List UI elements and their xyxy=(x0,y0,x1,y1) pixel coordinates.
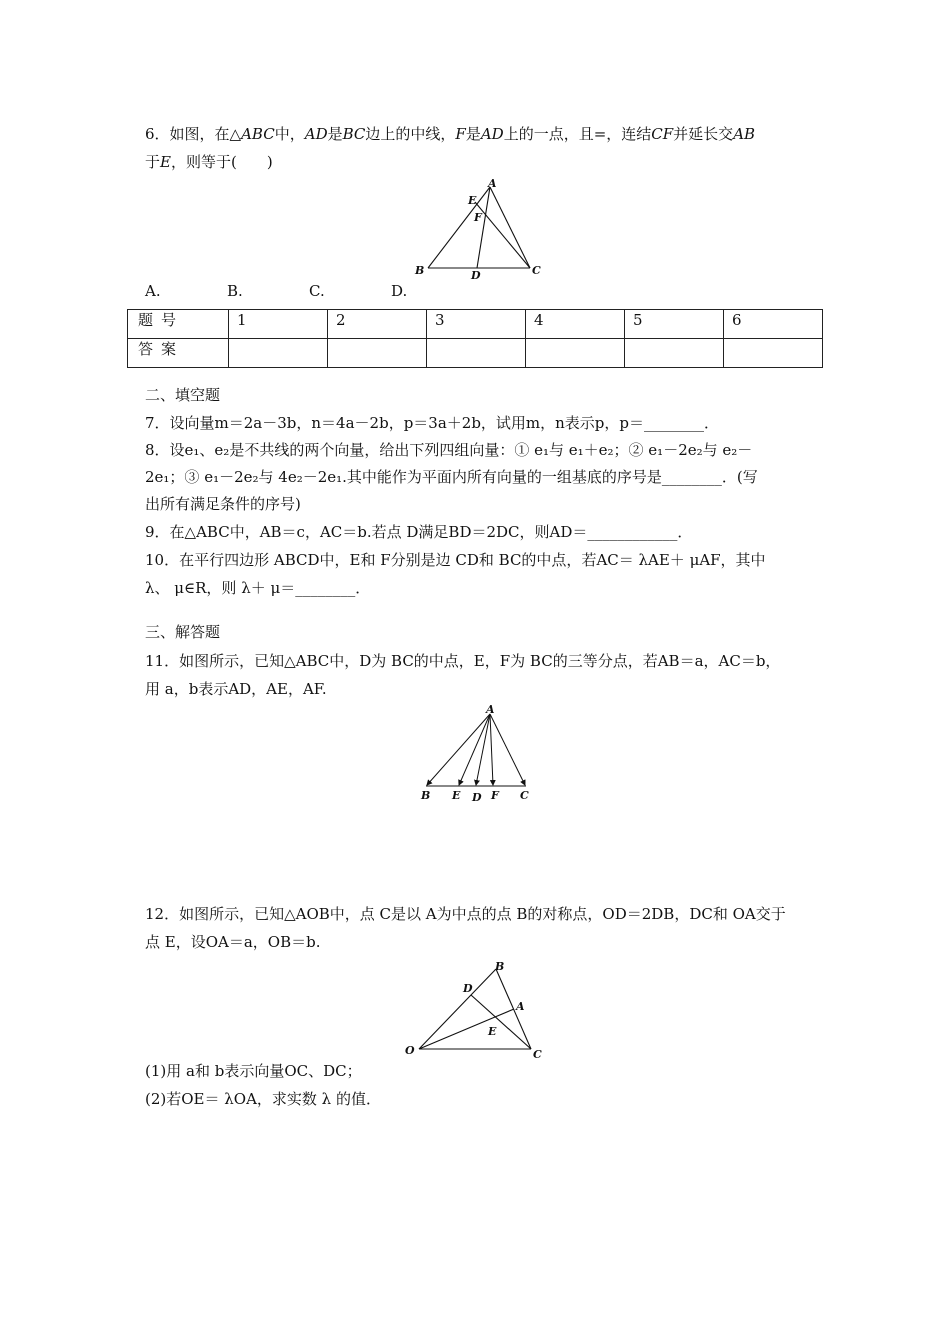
q6-edge-ab xyxy=(428,187,490,268)
answer-cell[interactable] xyxy=(526,339,625,368)
q6-option-b: B. xyxy=(227,282,243,300)
answer-cell[interactable] xyxy=(625,339,724,368)
q11-vector-ae xyxy=(459,714,490,785)
q11-line2: 用 a，b表示AD，AE，AF. xyxy=(145,680,327,698)
q9-text: 9．在△ABC中，AB＝c，AC＝b.若点 D满足BD＝2DC，则AD＝____________． xyxy=(145,523,693,541)
table-row xyxy=(128,310,823,339)
q12-label-a: A xyxy=(516,1000,525,1013)
q6-median-ad xyxy=(477,187,490,268)
q6-option-d: D. xyxy=(391,282,408,300)
q10-line2: λ、 μ∈R，则 λ＋ μ＝________． xyxy=(145,579,371,597)
table-cell: 1 xyxy=(229,310,328,339)
table-row xyxy=(128,339,823,368)
q11-vector-ad xyxy=(476,714,490,785)
q12-edge-ob xyxy=(419,969,496,1049)
q6-label-e: E xyxy=(468,194,477,207)
q11-label-b: B xyxy=(421,789,431,802)
table-cell: 5 xyxy=(625,310,724,339)
answer-cell[interactable] xyxy=(724,339,823,368)
section2-title: 二、填空题 xyxy=(145,386,221,404)
q11-vector-ac xyxy=(490,714,525,785)
q11-label-f: F xyxy=(491,789,499,802)
q6-line2: 于E，则等于( ) xyxy=(145,153,273,171)
answer-table xyxy=(127,309,823,368)
q12-label-b: B xyxy=(495,960,505,973)
q12-line2: 点 E，设OA＝a，OB＝b. xyxy=(145,933,321,951)
q12-figure xyxy=(403,957,553,1067)
q12-label-d: D xyxy=(463,982,473,995)
q11-label-d: D xyxy=(472,791,482,802)
table-cell: 4 xyxy=(526,310,625,339)
q6-figure xyxy=(410,175,550,280)
q6-option-a: A. xyxy=(145,282,161,300)
q11-vector-ab xyxy=(427,714,490,785)
q6-label-c: C xyxy=(532,264,541,277)
q6-label-d: D xyxy=(471,269,481,280)
q11-label-a: A xyxy=(486,703,495,716)
q12-part1: (1)用 a和 b表示向量OC、DC； xyxy=(145,1062,362,1080)
q12-line1: 12．如图所示，已知△AOB中，点 C是以 A为中点的点 B的对称点，OD＝2DB，DC和 OA交于 xyxy=(145,905,786,923)
q12-label-c: C xyxy=(533,1048,542,1061)
q11-figure xyxy=(414,702,544,802)
q8-line3: 出所有满足条件的序号) xyxy=(145,495,301,513)
q8-line1: 8．设e₁、e₂是不共线的两个向量，给出下列四组向量：① e₁与 e₁＋e₂；② e₁－2e₂与 e₂－ xyxy=(145,441,753,459)
answer-cell[interactable] xyxy=(328,339,427,368)
table-cell: 2 xyxy=(328,310,427,339)
q6-line1: 6．如图，在△ABC中，AD是BC边上的中线，F是AD上的一点，且=，连结CF并延长交AB xyxy=(145,125,756,143)
q6-options xyxy=(145,281,473,301)
table-cell: 3 xyxy=(427,310,526,339)
q12-part2: (2)若OE＝ λOA，求实数 λ 的值． xyxy=(145,1090,381,1108)
answer-cell[interactable] xyxy=(229,339,328,368)
q6-label-f: F xyxy=(474,211,482,224)
q12-label-e: E xyxy=(488,1025,497,1038)
q6-label-b: B xyxy=(415,264,425,277)
q8-line2: 2e₁；③ e₁－2e₂与 4e₂－2e₁.其中能作为平面内所有向量的一组基底的序号是________．(写 xyxy=(145,468,758,486)
q6-label-a: A xyxy=(488,177,497,190)
q12-label-o: O xyxy=(405,1044,415,1057)
table-header-answer: 答案 xyxy=(128,339,229,368)
answer-cell[interactable] xyxy=(427,339,526,368)
table-header-number: 题号 xyxy=(128,310,229,339)
table-cell: 6 xyxy=(724,310,823,339)
q11-label-e: E xyxy=(452,789,461,802)
q11-vector-af xyxy=(490,714,493,785)
q10-line1: 10．在平行四边形 ABCD中，E和 F分别是边 CD和 BC的中点，若AC＝ λAE＋ μAF，其中 xyxy=(145,551,766,569)
q12-edge-oa xyxy=(419,1009,514,1049)
q11-label-c: C xyxy=(520,789,529,802)
q7-text: 7．设向量m＝2a－3b，n＝4a－2b，p＝3a＋2b，试用m，n表示p，p＝________． xyxy=(145,414,720,432)
section3-title: 三、解答题 xyxy=(145,623,221,641)
q6-option-c: C. xyxy=(309,282,325,300)
q11-line1: 11．如图所示，已知△ABC中，D为 BC的中点，E，F为 BC的三等分点，若AB＝a，AC＝b， xyxy=(145,652,781,670)
